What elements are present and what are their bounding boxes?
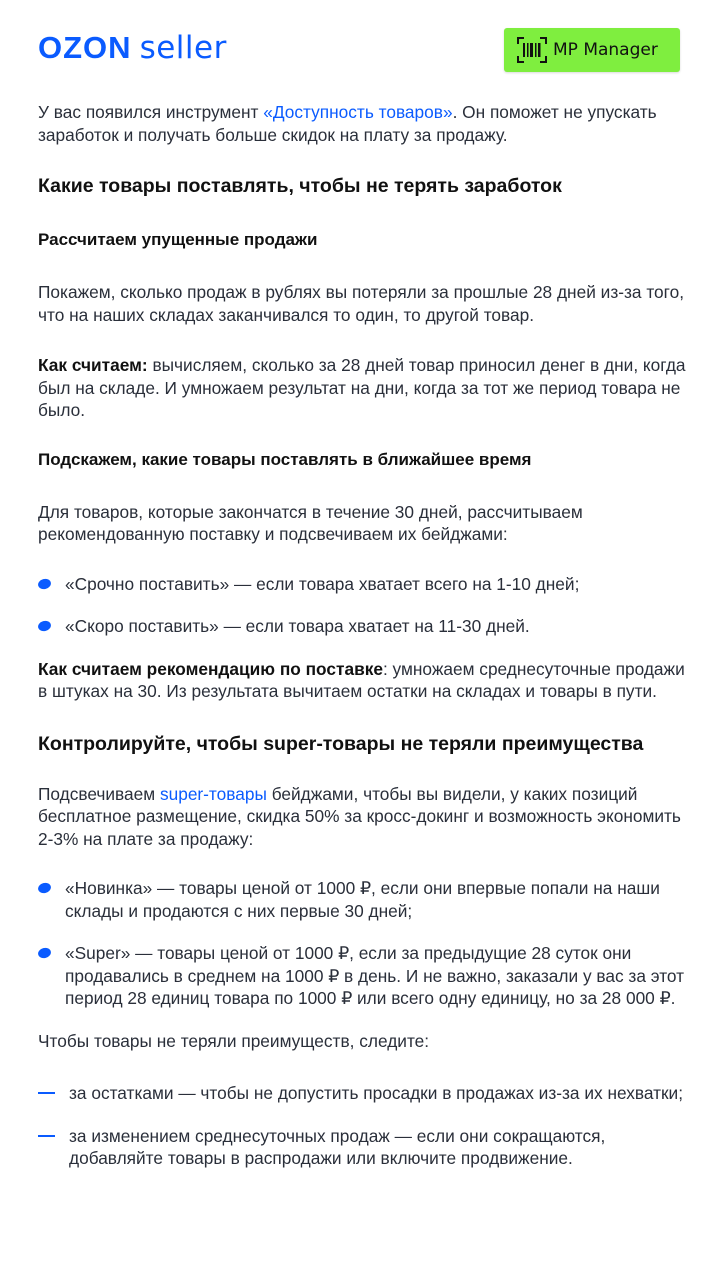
logo-ozon-text: OZON bbox=[38, 30, 132, 65]
availability-tool-link[interactable]: «Доступность товаров» bbox=[263, 102, 453, 122]
calc-text: вычисляем, сколько за 28 дней товар приносил денег в дни, когда был на складе. И умножаем результат на дни, когда за тот же период товара не было. bbox=[38, 355, 686, 420]
section1-title: Какие товары поставлять, чтобы не терять заработок bbox=[38, 175, 562, 197]
bullet-dot-icon bbox=[37, 881, 52, 894]
intro-text-after: . Он поможет не упускать заработок и получать больше скидок на плату за продажу. bbox=[38, 102, 657, 145]
email-header bbox=[0, 0, 720, 100]
list-item-text: «Срочно поставить» — если товара хватает всего на 1-10 дней; bbox=[65, 573, 580, 594]
list-item-text: «Новинка» — товары ценой от 1000 ₽, если они впервые попали на наши склады и продаются с них первые 30 дней; bbox=[65, 878, 660, 921]
barcode-icon bbox=[517, 37, 547, 63]
bullet-dash-icon bbox=[38, 1092, 55, 1094]
list-item bbox=[38, 573, 688, 596]
section2-title: Контролируйте, чтобы super-товары не теряли преимущества bbox=[38, 732, 644, 755]
bullet-dot-icon bbox=[37, 577, 52, 590]
lost-sales-calc-paragraph bbox=[38, 354, 688, 422]
list-item bbox=[38, 1082, 688, 1105]
bullet-dot-icon bbox=[37, 619, 52, 632]
supply-calc-text: : умножаем среднесуточные продажи в штуках на 30. Из результата вычитаем остатки на складах и товары в пути. bbox=[38, 658, 685, 701]
super-goods-link[interactable]: super-товары bbox=[159, 783, 267, 804]
list-item-text: за изменением среднесуточных продаж — если они сокращаются, добавляйте товары в распродажи или включите продвижение. bbox=[69, 1125, 606, 1168]
super-goods-paragraph bbox=[38, 783, 688, 851]
follow-paragraph: Чтобы товары не теряли преимуществ, следите: bbox=[38, 1030, 430, 1051]
supply-calc-paragraph bbox=[38, 658, 688, 703]
list-item bbox=[38, 1125, 688, 1170]
mp-manager-label: MP Manager bbox=[553, 40, 658, 60]
intro-paragraph bbox=[38, 101, 688, 146]
bullet-dash-icon bbox=[38, 1135, 55, 1137]
logo-seller-text: seller bbox=[139, 30, 227, 66]
intro-text-before: У вас появился инструмент bbox=[38, 102, 264, 122]
supply-hint-paragraph: Для товаров, которые закончатся в течение 30 дней, рассчитываем рекомендованную поставку и подсвечиваем их бейджами: bbox=[38, 501, 583, 544]
lost-sales-paragraph: Покажем, сколько продаж в рублях вы потеряли за прошлые 28 дней из-за того, что на наших складах заканчивался то один, то другой товар. bbox=[38, 282, 684, 325]
list-item bbox=[38, 877, 688, 922]
ozon-seller-logo[interactable] bbox=[38, 30, 227, 66]
supply-hint-subtitle: Подскажем, какие товары поставлять в ближайшее время bbox=[38, 449, 532, 469]
mp-manager-badge[interactable] bbox=[504, 28, 680, 72]
list-item-text: «Super» — товары ценой от 1000 ₽, если за предыдущие 28 суток они продавались в среднем на 1000 ₽ в день. И не важно, заказали у вас за этот период 28 единиц товара по 1000 ₽ или всего одну единицу, но за 28 000 ₽. bbox=[65, 943, 685, 1008]
supply-badges-list bbox=[38, 573, 688, 638]
list-item bbox=[38, 615, 688, 638]
list-item bbox=[38, 942, 688, 1010]
list-item-text: «Скоро поставить» — если товара хватает на 11-30 дней. bbox=[65, 616, 530, 636]
list-item-text: за остатками — чтобы не допустить просадки в продажах из-за их нехватки; bbox=[69, 1083, 684, 1103]
super-text-before: Подсвечиваем bbox=[38, 783, 160, 804]
lost-sales-subtitle: Рассчитаем упущенные продажи bbox=[38, 230, 318, 249]
follow-list bbox=[38, 1082, 688, 1170]
super-text-after: бейджами, чтобы вы видели, у каких позиций бесплатное размещение, скидка 50% за кросс-докинг и возможность экономить 2-3% на плате за продажу: bbox=[38, 783, 681, 849]
calc-label: Как считаем: bbox=[38, 355, 148, 375]
email-body bbox=[38, 101, 688, 1190]
bullet-dot-icon bbox=[37, 946, 52, 959]
super-badges-list bbox=[38, 877, 688, 1010]
supply-calc-label: Как считаем рекомендацию по поставке bbox=[38, 658, 383, 679]
